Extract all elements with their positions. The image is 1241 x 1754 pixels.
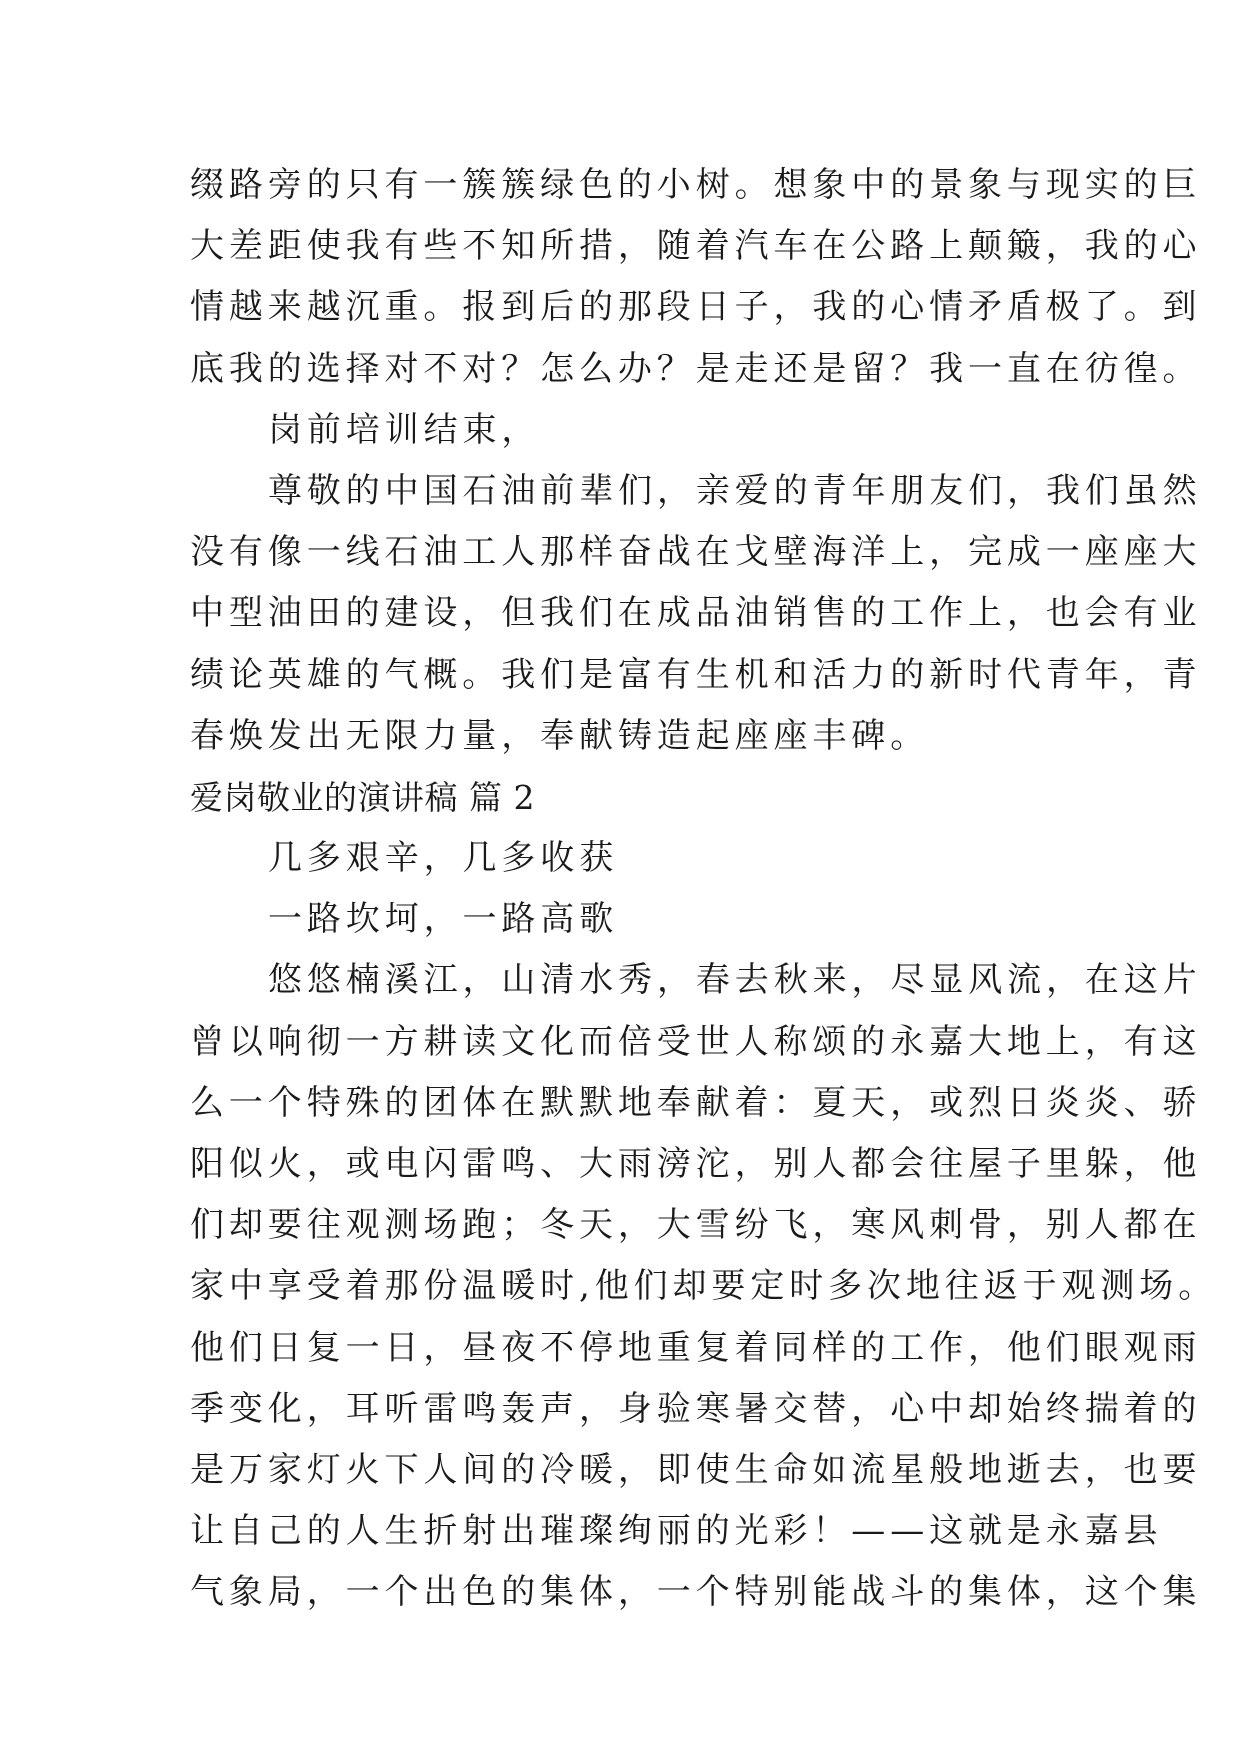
paragraph-line: 中型油田的建设，但我们在成品油销售的工作上，也会有业 (190, 593, 1202, 634)
paragraph-line: 岗前培训结束， (268, 409, 541, 450)
paragraph-line: 悠悠楠溪江，山清水秀，春去秋来，尽显风流，在这片 (268, 960, 1202, 1001)
paragraph-line: 绩论英雄的气概。我们是富有生机和活力的新时代青年，青 (190, 654, 1202, 695)
paragraph-line: 们却要往观测场跑；冬天，大雪纷飞，寒风刺骨，别人都在 (190, 1205, 1202, 1246)
section-title: 爱岗敬业的演讲稿 篇 2 (190, 777, 535, 817)
document-body (190, 155, 1218, 1624)
paragraph-line: 季变化，耳听雷鸣轰声，身验寒暑交替，心中却始终揣着的 (190, 1388, 1202, 1429)
paragraph-line: 让自己的人生折射出璀璨绚丽的光彩！——这就是永嘉县 (190, 1511, 1163, 1552)
paragraph-line: 情越来越沉重。报到后的那段日子，我的心情矛盾极了。到 (190, 287, 1202, 328)
paragraph-line: 家中享受着那份温暖时,他们却要定时多次地往返于观测场。 (190, 1266, 1218, 1307)
paragraph-line: 尊敬的中国石油前辈们，亲爱的青年朋友们，我们虽然 (268, 470, 1202, 511)
paragraph-line: 缀路旁的只有一簇簇绿色的小树。想象中的景象与现实的巨 (190, 165, 1202, 205)
paragraph-line: 他们日复一日，昼夜不停地重复着同样的工作，他们眼观雨 (190, 1327, 1202, 1368)
paragraph-line: 阳似火，或电闪雷鸣、大雨滂沱，别人都会往屋子里躲，他 (190, 1144, 1202, 1184)
paragraph-line: 曾以响彻一方耕读文化而倍受世人称颂的永嘉大地上，有这 (190, 1021, 1202, 1062)
paragraph-line: 没有像一线石油工人那样奋战在戈壁海洋上，完成一座座大 (190, 532, 1202, 573)
paragraph-line: 么一个特殊的团体在默默地奉献着：夏天，或烈日炎炎、骄 (190, 1082, 1202, 1123)
subtitle-line: 几多艰辛，几多收获 (268, 838, 619, 879)
subtitle-line: 一路坎坷，一路高歌 (268, 899, 619, 940)
paragraph-line: 气象局，一个出色的集体，一个特别能战斗的集体，这个集 (190, 1572, 1202, 1613)
paragraph-line: 底我的选择对不对？怎么办？是走还是留？我一直在彷徨。 (190, 348, 1202, 389)
paragraph-line: 是万家灯火下人间的冷暖，即使生命如流星般地逝去，也要 (190, 1449, 1202, 1490)
paragraph-line: 春焕发出无限力量，奉献铸造起座座丰碑。 (190, 715, 930, 756)
paragraph-line: 大差距使我有些不知所措，随着汽车在公路上颠簸，我的心 (190, 226, 1202, 267)
